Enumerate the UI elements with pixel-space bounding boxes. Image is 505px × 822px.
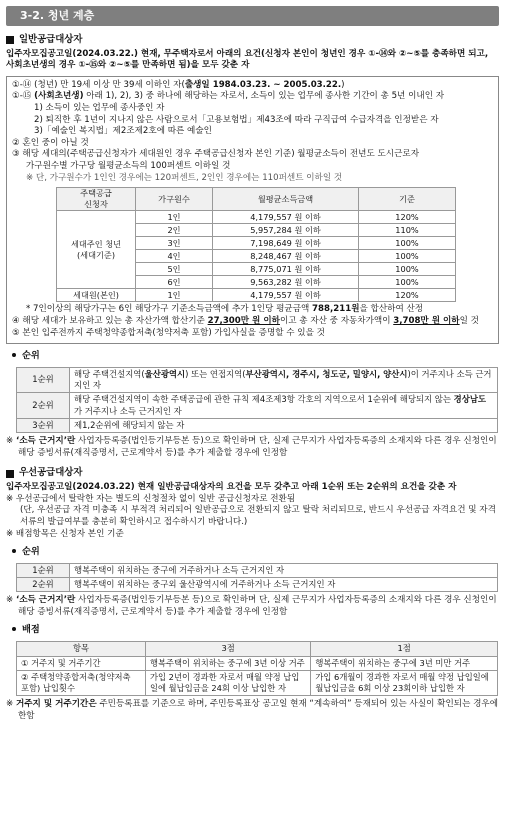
income-cell: 7,198,649 원 이하 xyxy=(213,237,359,250)
income-cell: 120% xyxy=(359,289,456,302)
req-newcomer: ①-⑮ (사회초년생) 아래 1), 2), 3) 중 하나에 해당하는 자로서, 소득이 있는 업무에 종사한 기간이 총 5년 이내인 자 xyxy=(12,91,445,102)
square-bullet-icon xyxy=(6,470,14,478)
income-cell: 2인 xyxy=(136,224,213,237)
req-income: ③ 해당 세대의(주택공급신청자가 세대원인 경우 주택공급신청자 본인 기준) 월평균소득이 전년도 도시근로자 xyxy=(12,149,419,160)
table-row xyxy=(17,577,498,591)
points-table xyxy=(16,641,498,697)
rank-label: 2순위 xyxy=(17,577,70,591)
income-col-amount: 월평균소득금액 xyxy=(213,188,359,211)
income-group-head: 세대주인 청년 (세대기준) xyxy=(57,211,136,289)
income-cell: 9,563,282 원 이하 xyxy=(213,276,359,289)
rank-desc: 해당 주택건설지역이 속한 주택공급에 관한 규칙 제4조제3항 각호의 지역으로서 1순위에 해당되지 않는 경상남도가 거주지나 소득 근거지인 자 xyxy=(70,393,498,419)
income-base-note-2: ※ ‘소득 근거지’란 사업자등록증(법인등기부등본 등)으로 확인하며 단, 실제 근무지가 사업자등록증의 소재지와 다른 경우 신청인이 해당 증빙서류(재직증명서, 근로계약서 등)를 추가 제출할 경우에 인정함 xyxy=(6,595,497,617)
req-sub1: 1) 소득이 있는 업무에 종사중인 자 xyxy=(34,103,165,114)
note-7-persons: * 7인이상의 해당가구는 6인 해당가구 기준소득금액에 추가 1인당 평균금액 788,211원을 합산하여 산정 xyxy=(26,304,424,315)
req-sub2: 2) 퇴직한 후 1년이 지나지 않은 사람으로서「고용보험법」제43조에 따라 구직급여 수급자격을 인정받은 자 xyxy=(34,114,439,125)
bullet-icon xyxy=(12,627,16,631)
residence-note: ※ 거주지 및 거주기간은 주민등록표를 기준으로 하며, 주민등록표상 공고일 현재 “계속하여” 등재되어 있는 사실이 확인되는 경우에 한함 xyxy=(6,699,499,721)
priority-note-2: (단, 우선공급 자격 미충족 시 부적격 처리되어 일반공급으로 전환되지 않고 탈락 처리되므로, 반드시 우선공급 자격요건 및 자격서류의 발급여부를 충분히 확인하시고 접수하시기 바랍니다.) xyxy=(20,505,496,527)
rank-table xyxy=(16,367,498,434)
square-bullet-icon xyxy=(6,36,14,44)
income-cell: 100% xyxy=(359,250,456,263)
priority-note-3: ※ 배점항목은 신청자 본인 기준 xyxy=(6,528,124,539)
table-row xyxy=(17,367,498,393)
priority-heading: 우선공급대상자 xyxy=(6,467,499,480)
req-unmarried: ② 혼인 중이 아닐 것 xyxy=(12,137,89,148)
bullet-icon xyxy=(12,353,16,357)
req-income-cont: 가구원수별 가구당 월평균소득의 100퍼센트 이하일 것 xyxy=(26,161,231,172)
priority-note-1: ※ 우선공급에서 탈락한 자는 별도의 신청절차 없이 일반 공급신청자로 전환됨 xyxy=(6,493,296,504)
rank-desc: 해당 주택건설지역(울산광역시) 또는 연접지역(부산광역시, 경주시, 청도군, 밀양시, 양산시)이 거주지나 소득 근거지인 자 xyxy=(70,367,498,393)
req-savings: ⑤ 본인 입주전까지 주택청약종합저축(청약저축 포함) 가입사실을 증명할 수 있을 것 xyxy=(12,327,325,338)
points-3: 가입 2년이 경과한 자로서 매월 약정 납입일에 월납입금을 24회 이상 납입한 자 xyxy=(146,671,311,696)
income-cell: 100% xyxy=(359,237,456,250)
rank-label: 2순위 xyxy=(17,393,70,419)
req-income-note: ※ 단, 가구원수가 1인인 경우에는 120퍼센트, 2인인 경우에는 110퍼센트 이하일 것 xyxy=(26,172,343,183)
rank-label: 3순위 xyxy=(17,418,70,432)
points-col-3: 3점 xyxy=(146,641,311,656)
income-table xyxy=(56,187,456,302)
income-cell: 8,775,071 원 이하 xyxy=(213,263,359,276)
rank2-heading: 순위 xyxy=(6,546,499,558)
income-cell: 3인 xyxy=(136,237,213,250)
income-cell: 1인 xyxy=(136,289,213,302)
priority-intro: 입주자모집공고일(2024.03.22) 현재 일반공급대상자의 요건을 모두 갖추고 아래 1순위 또는 2순위의 요건을 갖춘 자 xyxy=(6,482,457,493)
rank-label: 1순위 xyxy=(17,367,70,393)
income-cell: 4,179,557 원 이하 xyxy=(213,289,359,302)
section-title: 3-2. 청년 계층 xyxy=(6,6,499,26)
table-row xyxy=(17,418,498,432)
points-col-item: 항목 xyxy=(17,641,146,656)
points-1: 가입 6개월이 경과한 자로서 매월 약정 납입일에 월납입금을 6회 이상 23회이하 납입한 자 xyxy=(311,671,498,696)
rank-desc: 행복주택이 위치하는 중구에 거주하거나 소득 근거지인 자 xyxy=(70,563,498,577)
income-col-household: 가구원수 xyxy=(136,188,213,211)
req-sub3: 3)「예술인 복지법」제2조제2호에 따른 예술인 xyxy=(34,126,212,137)
points-col-1: 1점 xyxy=(311,641,498,656)
income-base-note: ※ ‘소득 근거지’란 사업자등록증(법인등기부등본 등)으로 확인하며 단, 실제 근무지가 사업자등록증의 소재지와 다른 경우 신청인이 해당 증빙서류(재직증명서, 근로계약서 등)를 추가 제출할 경우에 인정함 xyxy=(6,436,497,458)
income-cell: 4,179,557 원 이하 xyxy=(213,211,359,224)
general-intro: 입주자모집공고일(2024.03.22.) 현재, 무주택자로서 아래의 요건(신청자 본인이 청년인 경우 ①-⑭와 ②~⑤를 충족하면 되고, 사회초년생의 경우 ①-⑮와 ②~⑤를 만족하면 됨)을 모두 갖춘 자 xyxy=(6,48,489,71)
points-3: 행복주택이 위치하는 중구에 3년 이상 거주 xyxy=(146,656,311,670)
income-col-standard: 기준 xyxy=(359,188,456,211)
table-row xyxy=(17,656,498,670)
general-heading xyxy=(6,34,499,47)
req-assets: ④ 해당 세대가 보유하고 있는 총 자산가액 합산기준 27,300만 원 이하이고 총 자산 중 자동차가액이 3,708만 원 이하일 것 xyxy=(12,315,479,326)
income-cell: 100% xyxy=(359,263,456,276)
table-row xyxy=(17,393,498,419)
income-cell: 5,957,284 원 이하 xyxy=(213,224,359,237)
income-cell: 120% xyxy=(359,211,456,224)
points-item: ② 주택청약종합저축(청약저축 포함) 납입횟수 xyxy=(17,671,146,696)
income-cell: 1인 xyxy=(136,211,213,224)
income-cell: 100% xyxy=(359,276,456,289)
income-cell: 110% xyxy=(359,224,456,237)
income-group-member: 세대원(본인) xyxy=(57,289,136,302)
income-col-applicant: 주택공급 신청자 xyxy=(57,188,136,211)
table-row xyxy=(17,671,498,696)
income-cell: 4인 xyxy=(136,250,213,263)
points-heading: 배점 xyxy=(6,624,499,636)
rank-desc: 제1,2순위에 해당되지 않는 자 xyxy=(70,418,498,432)
income-cell: 6인 xyxy=(136,276,213,289)
rank2-table xyxy=(16,563,498,593)
rank-heading: 순위 xyxy=(6,350,499,362)
income-cell: 5인 xyxy=(136,263,213,276)
bullet-icon xyxy=(12,549,16,553)
req-youth: ①-⑭ (청년) 만 19세 이상 만 39세 이하인 자(출생일 1984.03.23. ~ 2005.03.22.) xyxy=(12,79,345,90)
points-1: 행복주택이 위치하는 중구에 3년 미만 거주 xyxy=(311,656,498,670)
requirements-box xyxy=(6,76,499,344)
rank-desc: 행복주택이 위치하는 중구외 울산광역시에 거주하거나 소득 근거지인 자 xyxy=(70,577,498,591)
general-heading-text: 일반공급대상자 xyxy=(19,34,83,45)
points-item: ① 거주지 및 거주기간 xyxy=(17,656,146,670)
income-cell: 8,248,467 원 이하 xyxy=(213,250,359,263)
table-row xyxy=(17,563,498,577)
rank-label: 1순위 xyxy=(17,563,70,577)
